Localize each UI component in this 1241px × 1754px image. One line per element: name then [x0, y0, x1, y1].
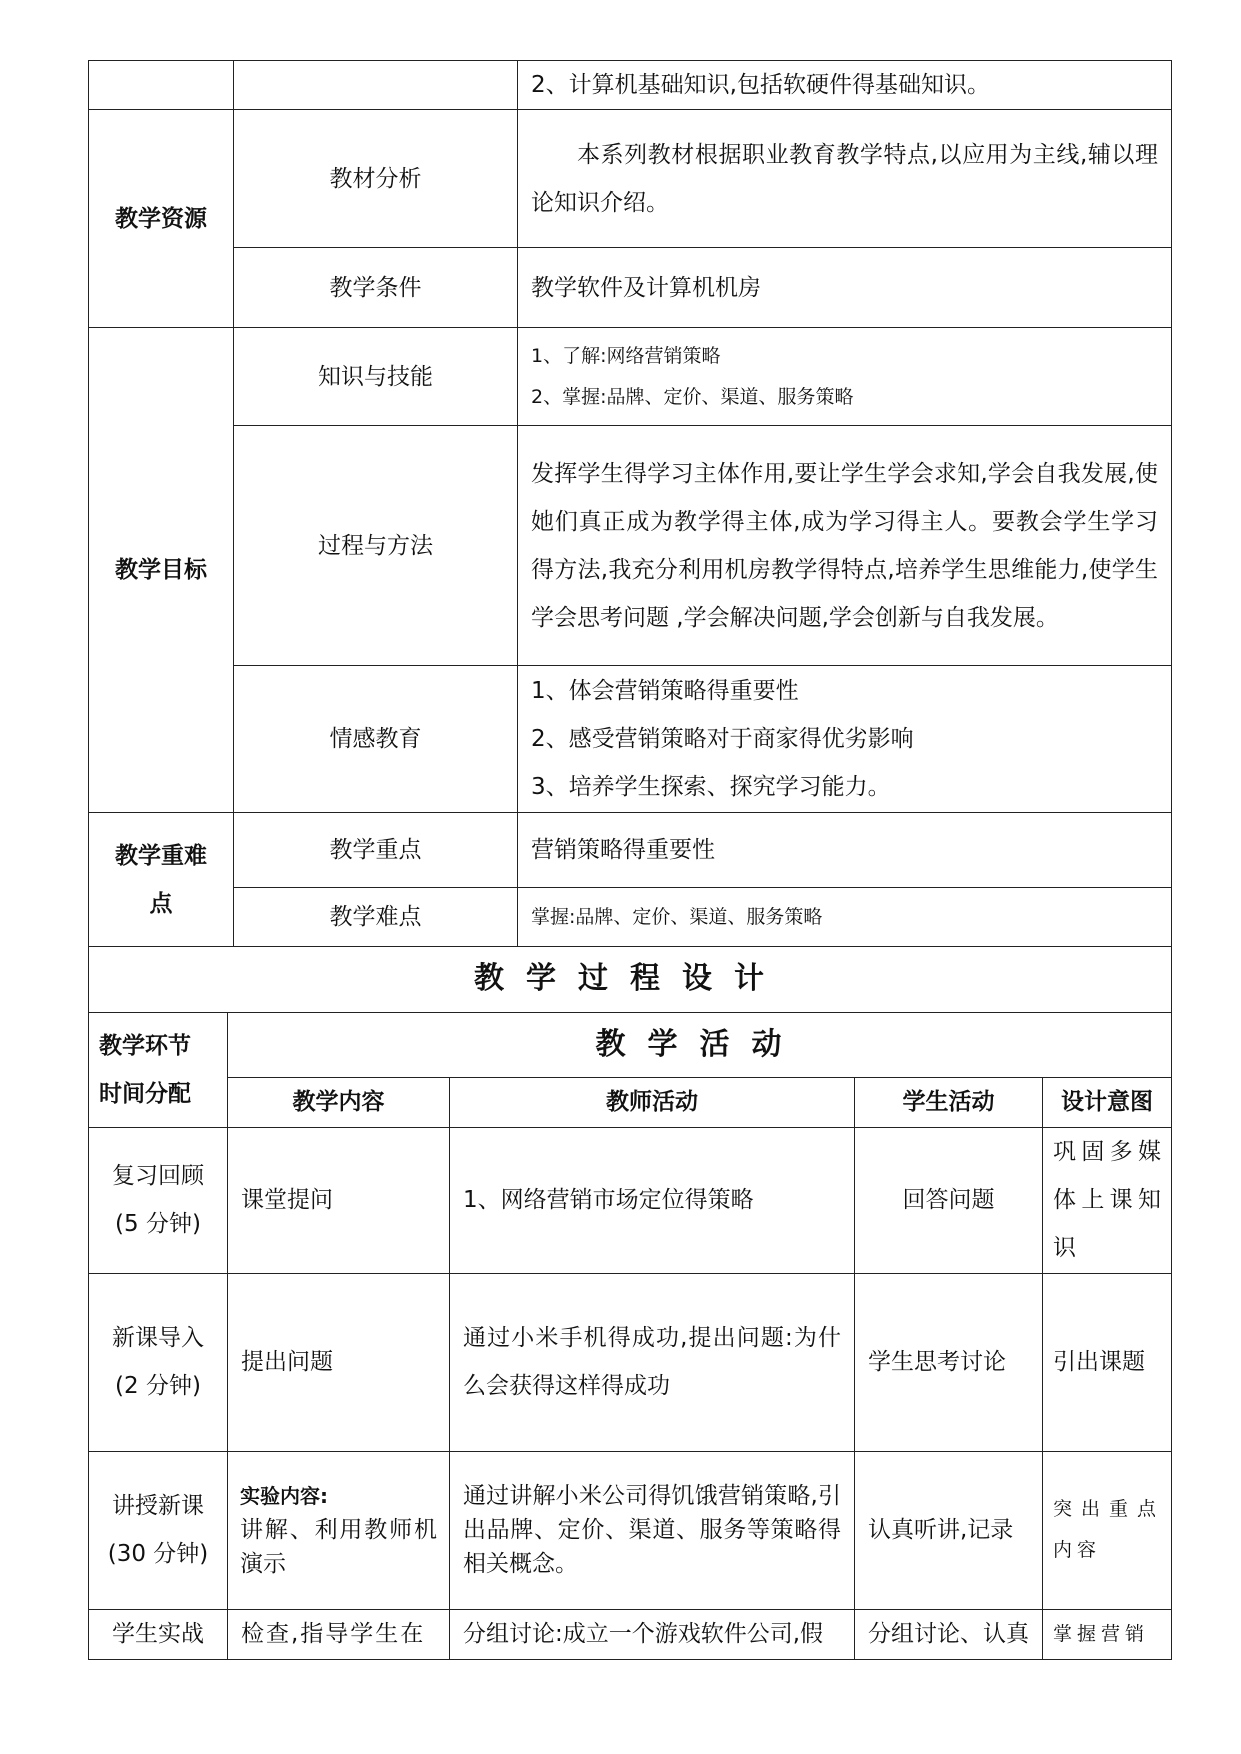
process-label: 过程与方法: [234, 426, 518, 666]
student-cell: 认真听讲,记录: [855, 1451, 1043, 1609]
table-row: [89, 946, 1172, 1012]
stage-cell: 复习回顾 (5 分钟): [89, 1127, 228, 1273]
process-text: 发挥学生得学习主体作用,要让学生学会求知,学会自我发展,使她们真正成为教学得主体,成为学习得主人。要教会学生学习得方法,我充分利用机房教学得特点,培养学生思维能力,使学生学会思考问题 ,学会解决问题,学会创新与自我发展。: [518, 426, 1172, 666]
activity-header: 教学活动: [228, 1012, 1172, 1077]
goals-label: 教学目标: [89, 328, 234, 813]
content-cell: [228, 1451, 450, 1609]
teacher-cell: 1、网络营销市场定位得策略: [450, 1127, 855, 1273]
table-row: [89, 1077, 1172, 1127]
intent-cell: 巩固多媒体上课知识: [1043, 1127, 1172, 1273]
table-row: [89, 426, 1172, 666]
materials-label: 教材分析: [234, 110, 518, 248]
knowledge-label: 知识与技能: [234, 328, 518, 426]
table-row: [89, 1609, 1172, 1659]
table-row: [89, 666, 1172, 813]
difficulty-text: 掌握:品牌、定价、渠道、服务策略: [518, 888, 1172, 947]
empty-cell: [89, 61, 234, 110]
content-cell: 提出问题: [228, 1273, 450, 1451]
table-row: [89, 888, 1172, 947]
table-row: [89, 813, 1172, 888]
teacher-cell: 通过小米手机得成功,提出问题:为什么会获得这样得成功: [450, 1273, 855, 1451]
conditions-text: 教学软件及计算机机房: [518, 248, 1172, 328]
student-cell: 回答问题: [855, 1127, 1043, 1273]
teacher-cell: 通过讲解小米公司得饥饿营销策略,引出品牌、定价、渠道、服务等策略得相关概念。: [450, 1451, 855, 1609]
emotion-line: 1、体会营销策略得重要性: [531, 678, 799, 704]
student-cell: 分组讨论、认真: [855, 1609, 1043, 1659]
content-cell: 检查,指导学生在: [228, 1609, 450, 1659]
stage-cell: 讲授新课 (30 分钟): [89, 1451, 228, 1609]
resources-label: 教学资源: [89, 110, 234, 328]
knowledge-line: 2、掌握:品牌、定价、渠道、服务策略: [531, 385, 854, 408]
table-row: [89, 1127, 1172, 1273]
table-row: [89, 61, 1172, 110]
lesson-info-table: [88, 60, 1172, 947]
column-header: 设计意图: [1043, 1077, 1172, 1127]
process-design-table: [88, 946, 1172, 1660]
table-row: [89, 248, 1172, 328]
table-row: [89, 1451, 1172, 1609]
emotion-line: 2、感受营销策略对于商家得优劣影响: [531, 726, 914, 752]
student-cell: 学生思考讨论: [855, 1273, 1043, 1451]
knowledge-cell: [518, 328, 1172, 426]
intent-cell: 引出课题: [1043, 1273, 1172, 1451]
emotion-label: 情感教育: [234, 666, 518, 813]
conditions-label: 教学条件: [234, 248, 518, 328]
intent-cell: 突出重点内容: [1043, 1451, 1172, 1609]
column-header: 教学内容: [228, 1077, 450, 1127]
materials-text: 本系列教材根据职业教育教学特点,以应用为主线,辅以理论知识介绍。: [518, 110, 1172, 248]
focus-text: 营销策略得重要性: [518, 813, 1172, 888]
table-row: [89, 1012, 1172, 1077]
table-row: [89, 1273, 1172, 1451]
process-title: 教学过程设计: [89, 946, 1172, 1012]
content-cell: 课堂提问: [228, 1127, 450, 1273]
content-text: 讲解、利用教师机演示: [240, 1517, 437, 1577]
column-header: 教师活动: [450, 1077, 855, 1127]
stage-header: 教学环节 时间分配: [89, 1012, 228, 1127]
table-row: [89, 110, 1172, 248]
emotion-cell: [518, 666, 1172, 813]
emotion-line: 3、培养学生探索、探究学习能力。: [531, 774, 891, 800]
column-header: 学生活动: [855, 1077, 1043, 1127]
prev-content-cell: 2、计算机基础知识,包括软硬件得基础知识。: [518, 61, 1172, 110]
content-title: 实验内容:: [240, 1484, 328, 1508]
stage-cell: 学生实战: [89, 1609, 228, 1659]
focus-label: 教学重点: [234, 813, 518, 888]
difficulty-label: 教学难点: [234, 888, 518, 947]
knowledge-line: 1、了解:网络营销策略: [531, 344, 721, 367]
teacher-cell: 分组讨论:成立一个游戏软件公司,假: [450, 1609, 855, 1659]
stage-cell: 新课导入 (2 分钟): [89, 1273, 228, 1451]
table-row: [89, 328, 1172, 426]
empty-cell: [234, 61, 518, 110]
intent-cell: 掌握营销: [1043, 1609, 1172, 1659]
key-points-label: 教学重难 点: [89, 813, 234, 947]
